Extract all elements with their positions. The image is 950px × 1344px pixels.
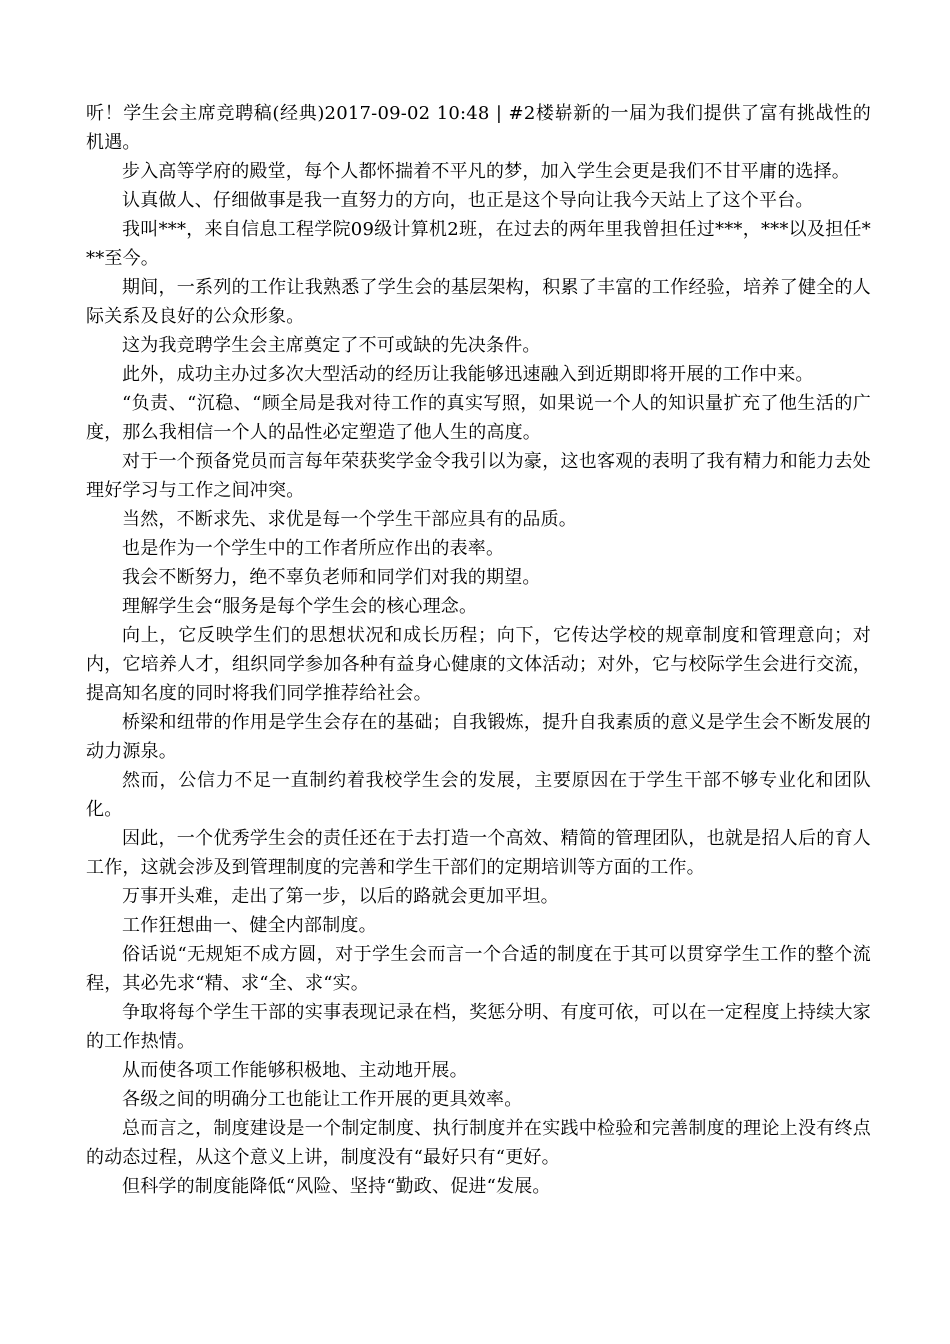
- paragraph: 对于一个预备党员而言每年荣获奖学金令我引以为豪，这也客观的表明了我有精力和能力去处理好学习与工作之间冲突。: [86, 451, 871, 501]
- paragraph: 万事开头难，走出了第一步，以后的路就会更加平坦。: [122, 886, 559, 907]
- paragraph: 我会不断努力，绝不辜负老师和同学们对我的期望。: [122, 567, 541, 588]
- paragraph: 然而，公信力不足一直制约着我校学生会的发展，主要原因在于学生干部不够专业化和团队化。: [86, 770, 871, 820]
- paragraph: 期间，一系列的工作让我熟悉了学生会的基层架构，积累了丰富的工作经验，培养了健全的人际关系及良好的公众形象。: [86, 277, 871, 327]
- paragraph: 步入高等学府的殿堂，每个人都怀揣着不平凡的梦，加入学生会更是我们不甘平庸的选择。: [122, 161, 850, 182]
- paragraph: 桥梁和纽带的作用是学生会存在的基础；自我锻炼，提升自我素质的意义是学生会不断发展的动力源泉。: [86, 712, 871, 762]
- paragraph: 工作狂想曲一、健全内部制度。: [122, 915, 377, 936]
- paragraph: 但科学的制度能降低“风险、坚持“勤政、促进“发展。: [122, 1176, 551, 1197]
- paragraph: 也是作为一个学生中的工作者所应作出的表率。: [122, 538, 505, 559]
- paragraph: 这为我竞聘学生会主席奠定了不可或缺的先决条件。: [122, 335, 541, 356]
- document-title-paragraph: 听！学生会主席竞聘稿(经典)2017-09-02 10:48 | #2楼崭新的一届为我们提供了富有挑战性的机遇。: [86, 103, 871, 153]
- paragraph: 认真做人、仔细做事是我一直努力的方向，也正是这个导向让我今天站上了这个平台。: [122, 190, 814, 211]
- paragraph: 当然，不断求先、求优是每一个学生干部应具有的品质。: [122, 509, 577, 530]
- paragraph: 争取将每个学生干部的实事表现记录在档，奖惩分明、有度可依，可以在一定程度上持续大家的工作热情。: [86, 1002, 871, 1052]
- paragraph: 此外，成功主办过多次大型活动的经历让我能够迅速融入到近期即将开展的工作中来。: [122, 364, 814, 385]
- document-body: [86, 99, 871, 1201]
- paragraph: “负责、“沉稳、“顾全局是我对待工作的真实写照，如果说一个人的知识量扩充了他生活的广度，那么我相信一个人的品性必定塑造了他人生的高度。: [86, 393, 871, 443]
- paragraph: 向上，它反映学生们的思想状况和成长历程；向下，它传达学校的规章制度和管理意向；对内，它培养人才，组织同学参加各种有益身心健康的文体活动；对外，它与校际学生会进行交流，提高知名度的同时将我们同学推荐给社会。: [86, 625, 871, 704]
- paragraph: 总而言之，制度建设是一个制定制度、执行制度并在实践中检验和完善制度的理论上没有终点的动态过程，从这个意义上讲，制度没有“最好只有“更好。: [86, 1118, 871, 1168]
- paragraph: 从而使各项工作能够积极地、主动地开展。: [122, 1060, 468, 1081]
- paragraph: 俗话说“无规矩不成方圆，对于学生会而言一个合适的制度在于其可以贯穿学生工作的整个流程，其必先求“精、求“全、求“实。: [86, 944, 871, 994]
- paragraph: 各级之间的明确分工也能让工作开展的更具效率。: [122, 1089, 523, 1110]
- paragraph: 因此，一个优秀学生会的责任还在于去打造一个高效、精简的管理团队，也就是招人后的育人工作，这就会涉及到管理制度的完善和学生干部们的定期培训等方面的工作。: [86, 828, 871, 878]
- paragraph: 我叫***，来自信息工程学院09级计算机2班，在过去的两年里我曾担任过***，***以及担任***至今。: [86, 219, 871, 269]
- paragraph: 理解学生会“服务是每个学生会的核心理念。: [122, 596, 478, 617]
